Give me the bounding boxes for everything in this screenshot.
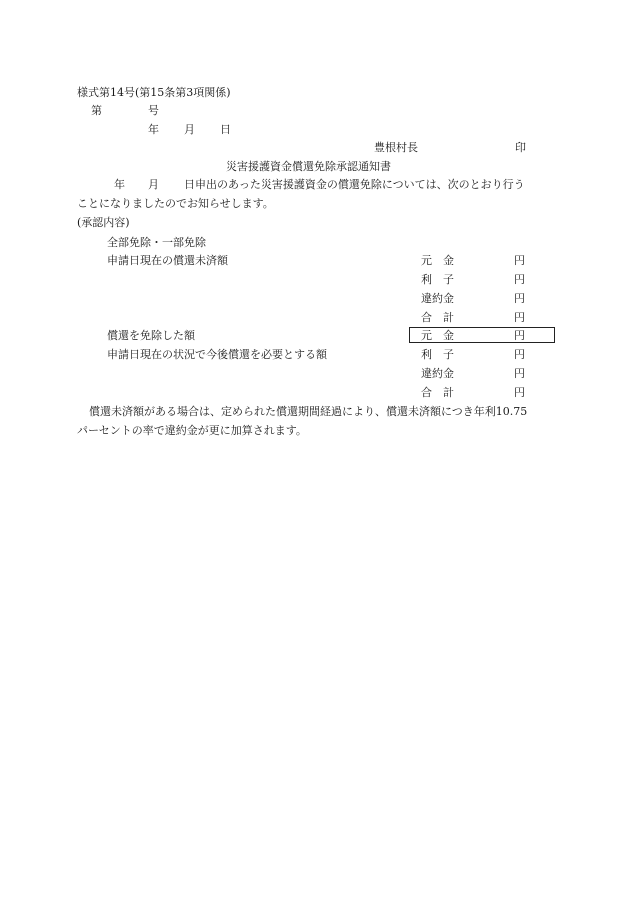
intro-month: 月 [148, 178, 159, 191]
date-month: 月 [184, 123, 195, 136]
seal-mark: 印 [515, 141, 526, 154]
doc-number-suffix: 号 [148, 104, 159, 117]
row-item: 元 金 [421, 254, 454, 267]
approval-heading: (承認内容) [77, 216, 130, 229]
row-label: 申請日現在の状況で今後償還を必要とする額 [107, 348, 327, 361]
date-day: 日 [220, 123, 231, 136]
note-line1: 償還未済額がある場合は、定められた償還期間経過により、償還未済額につき年利10.75 [89, 405, 528, 418]
row-item: 合 計 [421, 311, 454, 324]
row-unit: 円 [514, 292, 525, 305]
row-unit: 円 [514, 254, 525, 267]
row-label: 申請日現在の償還未済額 [107, 254, 228, 267]
document-title: 災害援護資金償還免除承認通知書 [226, 160, 391, 173]
intro-year: 年 [114, 178, 125, 191]
row-item: 利 子 [421, 348, 454, 361]
note-line2: パーセントの率で違約金が更に加算されます。 [77, 424, 307, 437]
form-number: 様式第14号(第15条第3項関係) [77, 86, 231, 99]
intro-line1: 日申出のあった災害援護資金の償還免除については、次のとおり行う [184, 178, 525, 191]
row-unit: 円 [514, 348, 525, 361]
row-label: 償還を免除した額 [107, 329, 195, 342]
exemption-type: 全部免除・一部免除 [107, 236, 206, 249]
row-item: 違約金 [421, 292, 454, 305]
row-item: 違約金 [421, 367, 454, 380]
date-year: 年 [148, 123, 159, 136]
intro-line2: ことになりましたのでお知らせします。 [77, 197, 274, 210]
row-item: 元 金 [421, 329, 454, 342]
row-item: 合 計 [421, 386, 454, 399]
row-unit: 円 [514, 329, 525, 342]
row-unit: 円 [514, 273, 525, 286]
row-unit: 円 [514, 311, 525, 324]
row-unit: 円 [514, 386, 525, 399]
row-unit: 円 [514, 367, 525, 380]
row-item: 利 子 [421, 273, 454, 286]
doc-number-prefix: 第 [91, 104, 102, 117]
issuer: 豊根村長 [374, 141, 418, 154]
